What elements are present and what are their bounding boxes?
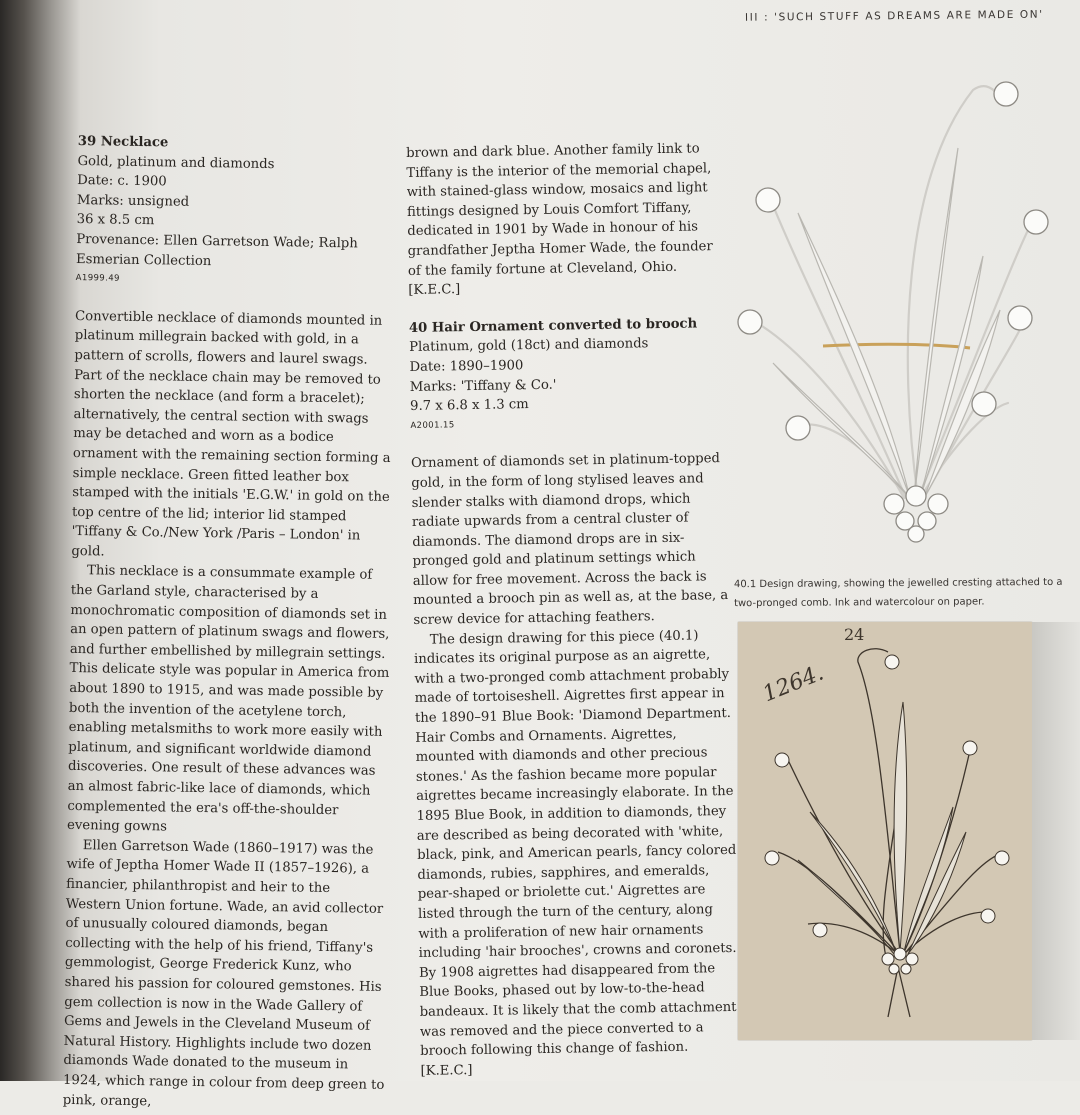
entry-40-marks: Marks: 'Tiffany & Co.' (409, 377, 557, 395)
entry-39-provenance: Provenance: Ellen Garretson Wade; Ralph Esmerian Collection (75, 231, 358, 269)
entry-39-date: Date: c. 1900 (77, 173, 167, 190)
column-two (406, 139, 741, 1081)
entry-40-title: 40 Hair Ornament converted to brooch (408, 316, 698, 336)
entry-39-accession: A1999.49 (75, 273, 120, 284)
entry-40-material: Platinum, gold (18ct) and diamonds (409, 336, 649, 356)
entry-40-paragraph-2: The design drawing for this piece (40.1) indicates its original purpose as an aigrette, with a two-pronged comb attachment probably made of tortoiseshell. Aigrettes first appear in the 1890–91 Blue Book: 'Diamond Department. Hair Combs and Ornaments. Aigrettes, mounted with diamonds and other precious stones.' As the fashion became more popular aigrettes became increasingly elaborate. In the 1895 Blue Book, in addition to diamonds, they are described as being decorated with 'white, black, pink, and American pearls, fancy colored diamonds, rubies, sapphires, and emeralds, pear-shaped or briolette cut.' Aigrettes are listed through the turn of the century, along with a proliferation of new hair ornaments including 'hair brooches', crowns and coronets. By 1908 aigrettes had disappeared from the Blue Books, phased out by low-to-the-head bandeaux. It is likely that the comb attachment was removed and the piece converted to a brooch following this change of fashion. [K.E.C.] (413, 628, 737, 1079)
entry-39-title: 39 Necklace (77, 133, 169, 151)
page-edge (1032, 622, 1080, 1040)
running-head: III : 'SUCH STUFF AS DREAMS ARE MADE ON' (744, 8, 1044, 24)
column-one (63, 132, 400, 1115)
figure-caption: 40.1 Design drawing, showing the jewelled cresting attached to a two-pronged comb. Ink and watercolour on paper. (733, 576, 1063, 610)
entry-39-paragraph-4: brown and dark blue. Another family link to Tiffany is the interior of the memorial chapel, with stained-glass window, mosaics and light fittings designed by Louis Comfort Tiffany, dedicated in 1901 by Wade in honour of his grandfather Jeptha Homer Wade, the founder of the family fortune at Cleveland, Ohio. [K.E.C.] (406, 141, 713, 299)
design-drawing (738, 622, 1032, 1040)
entry-40-paragraph-1: Ornament of diamonds set in platinum-topped gold, in the form of long stylised leaves and slender stalks with diamond drops, which radiate upwards from a central cluster of diamonds. The diamond drops are in six-pronged gold and platinum settings which allow for free movement. Across the back is mounted a brooch pin as well as, at the base, a screw device for attaching feathers. (410, 451, 729, 629)
drawing-number: 1264. (759, 660, 828, 708)
entry-39-marks: Marks: unsigned (76, 192, 190, 210)
entry-39-paragraph-1: Convertible necklace of diamonds mounted in platinum millegrain backed with gold, in a pattern of scrolls, flowers and laurel swags. Part of the necklace chain may be removed to shorten the necklace (and form a bracelet); alternatively, the central section with swags may be detached and worn as a bodice ornament with the remaining section forming a simple necklace. Green fitted leather box stamped with the initials 'E.G.W.' in gold on the top centre of the lid; interior lid stamped 'Tiffany & Co./New York /Paris – London' in gold. (71, 308, 391, 560)
design-drawing-sketch (738, 622, 1032, 1040)
entry-39-paragraph-3: Ellen Garretson Wade (1860–1917) was the wife of Jeptha Homer Wade II (1857–1926), a financier, philanthropist and heir to the Western Union fortune. Wade, an avid collector of unusually coloured diamonds, began collecting with the help of his friend, Tiffany's gemmologist, George Frederick Kunz, who shared his passion for coloured gemstones. His gem collection is now in the Wade Gallery of Gems and Jewels in the Cleveland Museum of Natural History. Highlights include two dozen diamonds Wade donated to the museum in 1924, which range in colour from deep green to pink, orange, (62, 837, 385, 1109)
entry-40-date: Date: 1890–1900 (409, 358, 524, 375)
entry-40-dimensions: 9.7 x 6.8 x 1.3 cm (410, 397, 529, 415)
brooch-photograph (728, 58, 1078, 563)
entry-39-material: Gold, platinum and diamonds (77, 153, 275, 172)
entry-39-paragraph-2: This necklace is a consummate example of the Garland style, characterised by a monochromatic composition of diamonds set in an open pattern of platinum swags and flowers, and further embellished by millegrain settings. This delicate style was popular in America from about 1890 to 1915, and was made possible by both the invention of the acetylene torch, enabling metalsmiths to work more easily with platinum, and significant worldwide diamond discoveries. One result of these advances was an almost fabric-like lace of diamonds, which complemented the era's off-the-shoulder evening gowns (66, 563, 390, 835)
entry-39-dimensions: 36 x 8.5 cm (76, 212, 155, 229)
drawing-mark: 24 (844, 625, 865, 644)
entry-40-accession: A2001.15 (410, 419, 455, 431)
